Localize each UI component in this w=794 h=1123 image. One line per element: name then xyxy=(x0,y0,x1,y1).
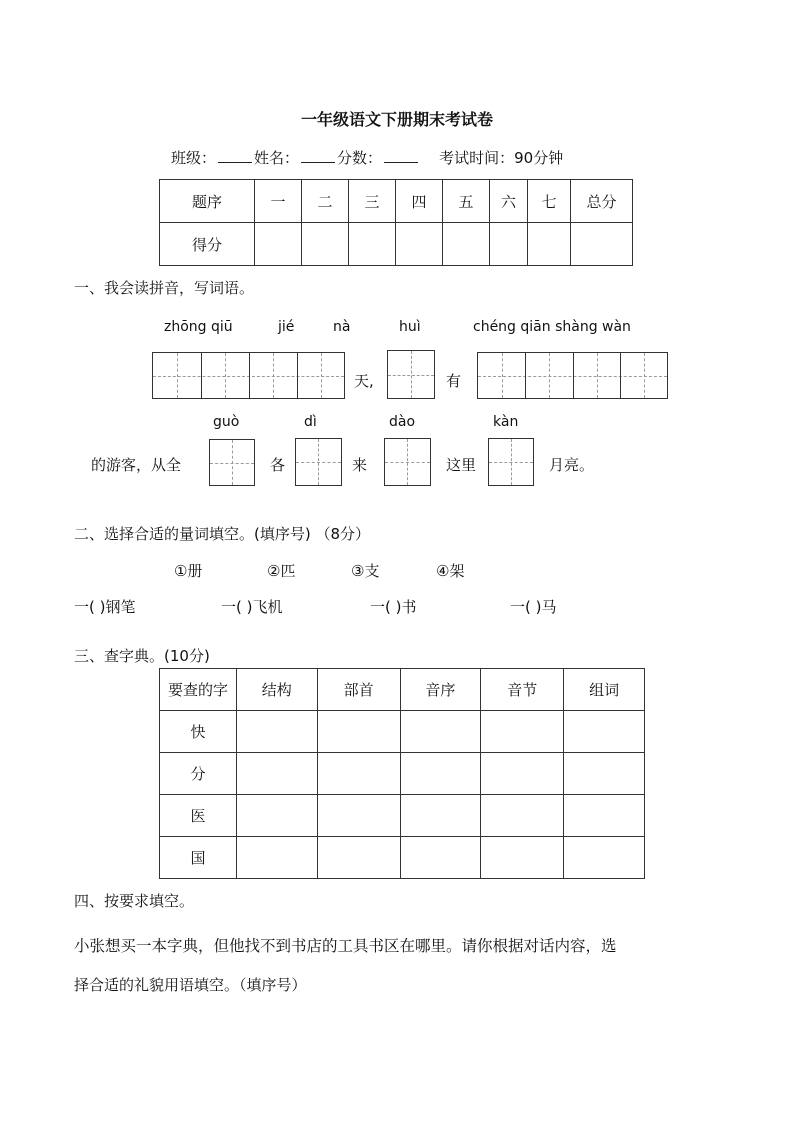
score-header-cell: 二 xyxy=(302,180,349,223)
dict-cell[interactable] xyxy=(400,795,481,837)
score-cell[interactable] xyxy=(302,223,349,266)
section4-heading: 四、按要求填空。 xyxy=(74,892,195,910)
writing-grid-guo[interactable] xyxy=(209,439,255,486)
dict-cell[interactable] xyxy=(564,753,645,795)
blank-feiji[interactable]: 一( )飞机 xyxy=(221,598,283,616)
dict-cell[interactable] xyxy=(400,837,481,879)
score-cell[interactable] xyxy=(396,223,443,266)
text-zheli: 这里 xyxy=(446,456,477,474)
text-tian: 天, xyxy=(354,372,374,390)
pinyin-zhongqiu: zhōng qiū xyxy=(164,319,233,335)
pinyin-dao: dào xyxy=(389,414,416,430)
writing-grid-4[interactable] xyxy=(152,352,345,399)
dict-header-cell: 部首 xyxy=(317,669,400,711)
blank-shu[interactable]: 一( )书 xyxy=(370,598,417,616)
student-info-line xyxy=(171,147,563,168)
score-blank[interactable] xyxy=(384,148,418,163)
score-table xyxy=(159,179,633,266)
dict-cell[interactable] xyxy=(236,795,317,837)
score-header-cell: 一 xyxy=(255,180,302,223)
score-cell[interactable] xyxy=(490,223,528,266)
dict-header-cell: 要查的字 xyxy=(160,669,237,711)
score-header-cell: 题序 xyxy=(160,180,255,223)
class-label: 班级： xyxy=(171,149,217,167)
dict-cell[interactable] xyxy=(481,795,564,837)
dict-cell[interactable] xyxy=(481,711,564,753)
pinyin-hui: huì xyxy=(399,319,421,335)
writing-grid-4b[interactable] xyxy=(477,352,668,399)
writing-grid-kan[interactable] xyxy=(488,438,534,486)
dict-row xyxy=(160,753,645,795)
dict-cell[interactable] xyxy=(564,711,645,753)
dict-cell[interactable] xyxy=(317,837,400,879)
dict-char: 快 xyxy=(160,711,237,753)
option-4: ④架 xyxy=(436,562,465,580)
score-cell[interactable] xyxy=(528,223,571,266)
dict-cell[interactable] xyxy=(236,837,317,879)
dict-cell[interactable] xyxy=(317,795,400,837)
dict-row xyxy=(160,837,645,879)
dict-cell[interactable] xyxy=(481,837,564,879)
dict-cell[interactable] xyxy=(564,837,645,879)
dict-cell[interactable] xyxy=(236,753,317,795)
blank-gangbi[interactable]: 一( )钢笔 xyxy=(74,598,136,616)
section1-heading: 一、我会读拼音，写词语。 xyxy=(74,279,255,297)
option-2: ②匹 xyxy=(267,562,296,580)
writing-grid-dao[interactable] xyxy=(384,438,431,486)
name-label: 姓名： xyxy=(254,149,300,167)
text-ge: 各 xyxy=(270,456,286,474)
dictionary-table xyxy=(159,668,645,879)
dict-cell[interactable] xyxy=(317,753,400,795)
section3-heading: 三、查字典。(10分) xyxy=(74,647,210,665)
dict-cell[interactable] xyxy=(400,711,481,753)
score-cell[interactable] xyxy=(349,223,396,266)
option-3: ③支 xyxy=(351,562,380,580)
dict-header-cell: 结构 xyxy=(236,669,317,711)
score-cell[interactable] xyxy=(571,223,633,266)
section2-heading: 二、选择合适的量词填空。(填序号) （8分） xyxy=(74,525,371,543)
dict-char: 国 xyxy=(160,837,237,879)
pinyin-chengqian: chéng qiān shàng wàn xyxy=(473,319,631,335)
score-header-cell: 三 xyxy=(349,180,396,223)
page-title: 一年级语文下册期末考试卷 xyxy=(300,110,493,129)
text-you: 有 xyxy=(446,372,462,390)
dict-cell[interactable] xyxy=(564,795,645,837)
option-1: ①册 xyxy=(174,562,203,580)
dict-cell[interactable] xyxy=(236,711,317,753)
pinyin-na: nà xyxy=(333,319,351,335)
blank-ma[interactable]: 一( )马 xyxy=(510,598,557,616)
score-header-row xyxy=(160,180,633,223)
text-youke: 的游客，从全 xyxy=(91,456,182,474)
exam-time: 考试时间：90分钟 xyxy=(439,149,564,167)
dict-header-cell: 音节 xyxy=(481,669,564,711)
pinyin-di: dì xyxy=(304,414,317,430)
score-header-cell: 五 xyxy=(443,180,490,223)
score-header-cell: 六 xyxy=(490,180,528,223)
score-label: 分数： xyxy=(337,149,383,167)
pinyin-jie: jié xyxy=(278,319,295,335)
text-lai: 来 xyxy=(352,456,368,474)
score-value-row xyxy=(160,223,633,266)
score-header-cell: 四 xyxy=(396,180,443,223)
score-row-label: 得分 xyxy=(160,223,255,266)
writing-grid-di[interactable] xyxy=(295,438,342,486)
score-cell[interactable] xyxy=(443,223,490,266)
score-cell[interactable] xyxy=(255,223,302,266)
dict-char: 医 xyxy=(160,795,237,837)
pinyin-kan: kàn xyxy=(493,414,519,430)
dict-cell[interactable] xyxy=(317,711,400,753)
dict-cell[interactable] xyxy=(481,753,564,795)
section4-paragraph-line1: 小张想买一本字典，但他找不到书店的工具书区在哪里。请你根据对话内容，选 xyxy=(74,937,617,955)
dict-row xyxy=(160,711,645,753)
dict-header-cell: 音序 xyxy=(400,669,481,711)
score-header-cell: 七 xyxy=(528,180,571,223)
class-blank[interactable] xyxy=(218,148,252,163)
dict-header-cell: 组词 xyxy=(564,669,645,711)
dict-char: 分 xyxy=(160,753,237,795)
dict-row xyxy=(160,795,645,837)
pinyin-guo: guò xyxy=(213,414,240,430)
text-yueliang: 月亮。 xyxy=(549,456,595,474)
dict-cell[interactable] xyxy=(400,753,481,795)
dict-header-row xyxy=(160,669,645,711)
section4-paragraph-line2: 择合适的礼貌用语填空。（填序号） xyxy=(74,976,307,994)
name-blank[interactable] xyxy=(301,148,335,163)
writing-grid-1[interactable] xyxy=(387,350,435,399)
score-header-cell: 总分 xyxy=(571,180,633,223)
